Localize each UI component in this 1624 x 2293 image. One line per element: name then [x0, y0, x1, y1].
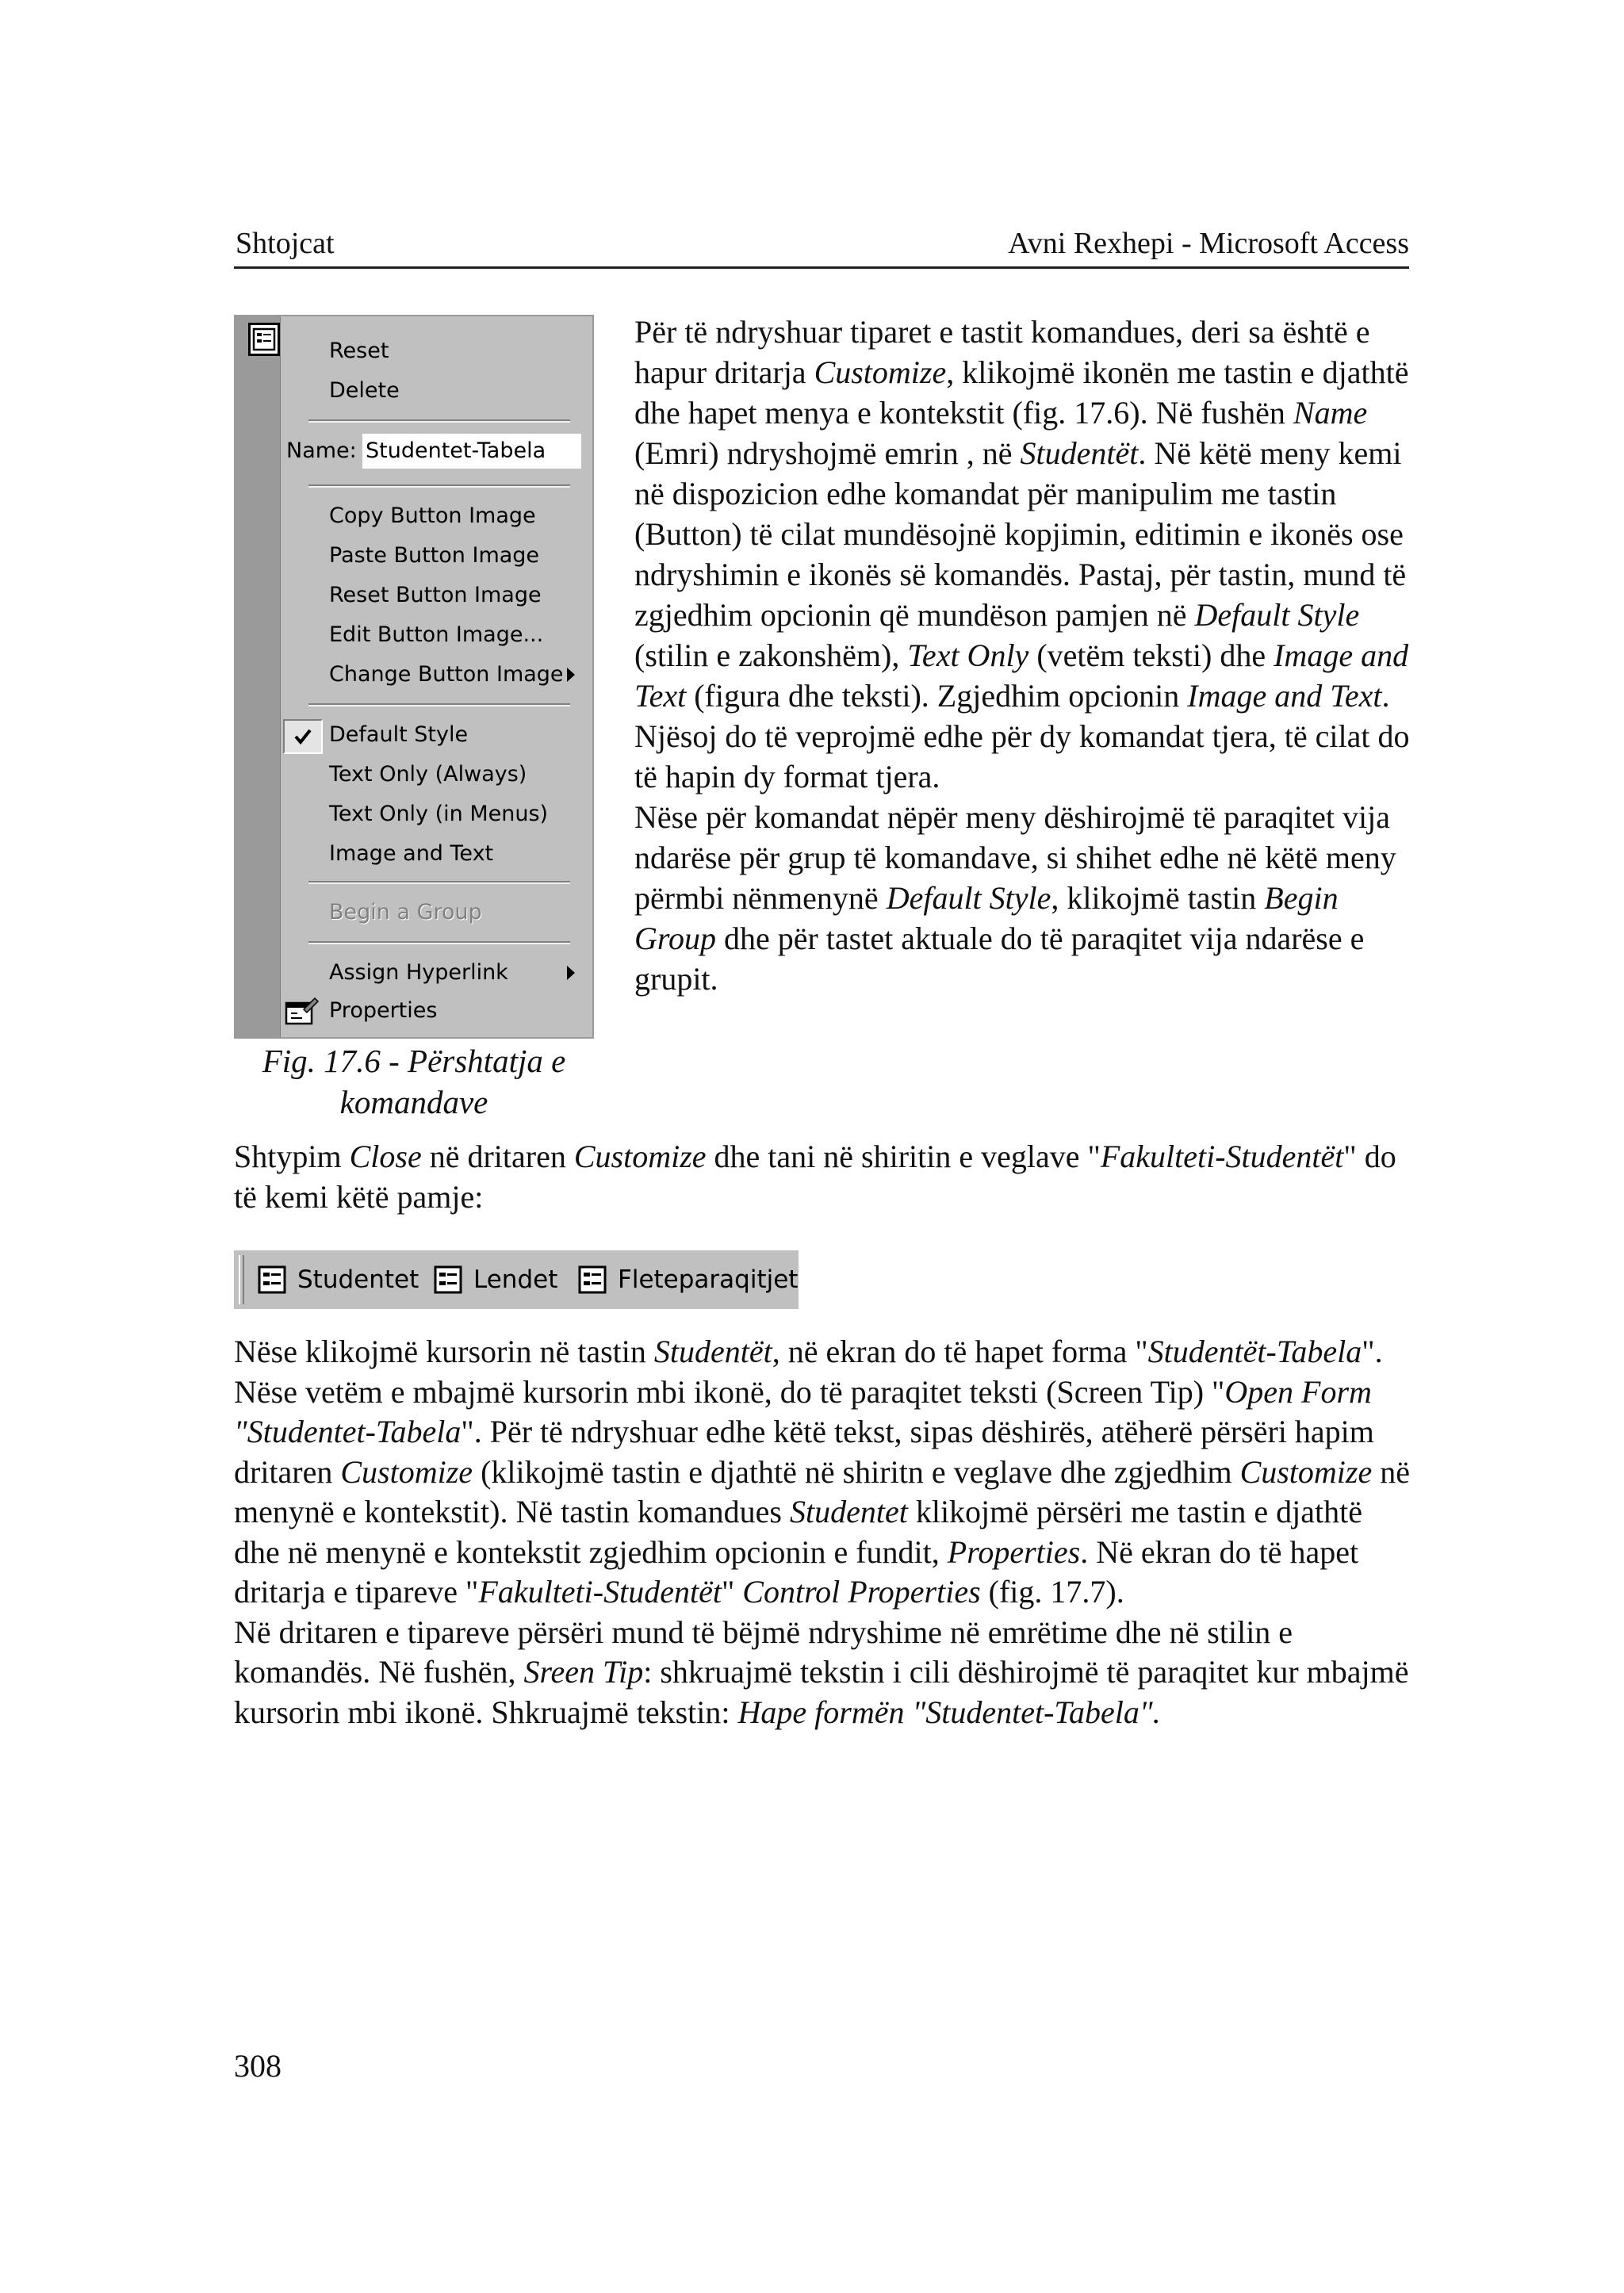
menu-item-edit-button-image[interactable]: Edit Button Image...	[329, 622, 544, 647]
name-label: Name:	[286, 438, 357, 463]
checkmark-box	[283, 719, 323, 754]
paragraph	[634, 312, 1419, 797]
paragraph	[234, 1332, 1415, 1613]
menu-item-properties[interactable]: Properties	[329, 998, 438, 1023]
text-run: : shkruajmë tekstin i cili dëshirojmë të paraqitet kur mbajmë kursorin mbi ikonë. Shkruajmë tekstin:	[234, 1654, 1409, 1730]
paragraph	[634, 797, 1419, 999]
menu-separator	[308, 419, 570, 423]
italic-run: Control Properties	[742, 1574, 981, 1610]
italic-run: Close	[349, 1139, 422, 1174]
italic-run: Default Style	[1194, 597, 1360, 633]
text-run: , klikojmë tastin	[1051, 880, 1265, 916]
italic-run: Properties	[947, 1533, 1081, 1570]
text-run: (figura dhe teksti). Zgjedhim opcionin	[686, 678, 1188, 714]
menu-separator	[308, 881, 570, 884]
menu-item-change-button-image[interactable]: Change Button Image	[329, 662, 564, 687]
column-text	[634, 312, 1419, 999]
text-run: dhe tani në shiritin e veglave "	[706, 1139, 1101, 1174]
italic-run: Studentët-Tabela	[1147, 1334, 1362, 1369]
text-run: Shtypim	[234, 1139, 350, 1174]
header-section-title: Shtojcat	[236, 227, 335, 260]
text-run: në menynë e kontekstit). Në tastin komandues	[234, 1453, 1411, 1529]
text-run: , klikojmë ikonën me tastin e djathtë dhe hapet menya e kontekstit (fig. 17.6). Në fushën	[634, 354, 1409, 431]
menu-left-strip	[236, 316, 281, 1037]
menu-separator	[308, 484, 570, 488]
italic-run: Sreen Tip	[523, 1654, 644, 1690]
text-run: Nëse klikojmë kursorin në tastin	[234, 1334, 654, 1369]
italic-run: Studentët	[653, 1334, 772, 1369]
italic-run: Customize	[1239, 1453, 1373, 1490]
italic-run: Customize	[814, 354, 947, 390]
toolbar-button-label: Fleteparaqitjet	[618, 1265, 799, 1294]
submenu-arrow-icon	[567, 668, 575, 682]
figure-caption	[234, 1040, 594, 1123]
text-run: (fig. 17.7).	[980, 1574, 1124, 1610]
text-run: (stilin e zakonshëm),	[634, 637, 908, 673]
form-icon	[576, 1264, 608, 1296]
text-run: Nëse për komandat nëpër meny dëshirojmë të paraqitet vija ndarëse për grup të komandave, si shihet edhe në këtë meny përmbi nënmenynë	[634, 799, 1396, 916]
toolbar-button-label: Lendet	[473, 1265, 558, 1294]
toolbar-button-lendet[interactable]	[432, 1258, 564, 1301]
italic-run: Studentët	[1020, 435, 1139, 471]
italic-run: Customize	[340, 1453, 473, 1490]
form-button-icon	[248, 323, 280, 356]
italic-run: Name	[1293, 395, 1368, 431]
text-run: Në dritaren e tipareve përsëri mund të bëjmë ndryshime në emrëtime dhe në stilin e komandës. Në fushën,	[234, 1614, 1293, 1690]
italic-run: Fakulteti-Studentët	[478, 1574, 722, 1610]
italic-run: Fakulteti-Studentët	[1100, 1139, 1344, 1174]
toolbar-grip[interactable]	[239, 1255, 244, 1304]
text-run: ". Nëse vetëm e mbajmë kursorin mbi ikonë, do të paraqitet teksti (Screen Tip) "	[234, 1334, 1383, 1410]
text-run: ". Për të ndryshuar edhe këtë tekst, sipas dëshirës, atëherë përsëri hapim dritaren	[234, 1414, 1374, 1490]
body-text-intro	[234, 1137, 1415, 1217]
menu-item-paste-button-image[interactable]: Paste Button Image	[329, 543, 540, 568]
italic-run: Image and Text	[1187, 678, 1382, 714]
menu-item-text-only-always[interactable]: Text Only (Always)	[329, 762, 527, 787]
menu-item-reset[interactable]: Reset	[329, 339, 389, 363]
menu-item-image-and-text[interactable]: Image and Text	[329, 841, 494, 866]
toolbar-button-fleteparaqitjet[interactable]	[576, 1258, 799, 1301]
header-book-title: Avni Rexhepi - Microsoft Access	[1008, 227, 1409, 260]
body-text-main	[234, 1332, 1415, 1732]
text-run: "	[721, 1574, 743, 1610]
italic-run: Begin Group	[634, 880, 1339, 956]
submenu-arrow-icon	[567, 966, 575, 980]
menu-item-delete[interactable]: Delete	[329, 378, 400, 403]
italic-run: Image and Text	[634, 637, 1409, 714]
menu-separator	[308, 941, 570, 944]
menu-item-assign-hyperlink[interactable]: Assign Hyperlink	[329, 960, 508, 985]
menu-item-reset-button-image[interactable]: Reset Button Image	[329, 583, 542, 607]
text-run: . Në ekran do të hapet dritarja e tipareve "	[234, 1533, 1359, 1610]
text-run: . Njësoj do të veprojmë edhe për dy komandat tjera, të cilat do të hapin dy format tjera.	[634, 678, 1410, 794]
properties-icon	[283, 995, 320, 1027]
name-input[interactable]: Studentet-Tabela	[362, 434, 581, 469]
menu-item-begin-group: Begin a Group	[329, 900, 482, 924]
text-run: , në ekran do të hapet forma "	[772, 1334, 1148, 1369]
italic-run: Text Only	[907, 637, 1029, 673]
italic-run: Default Style	[886, 880, 1051, 916]
toolbar-button-label: Studentet	[297, 1265, 419, 1294]
toolbar-fakulteti-studentet	[234, 1250, 799, 1309]
toolbar-button-studentet[interactable]	[256, 1258, 419, 1301]
italic-run: Customize	[573, 1139, 707, 1174]
form-icon	[256, 1264, 288, 1296]
italic-run: Hape formën "Studentet-Tabela".	[737, 1694, 1161, 1730]
italic-run: Studentet	[789, 1494, 908, 1529]
text-run: " do të kemi këtë pamje:	[234, 1139, 1396, 1215]
page-number: 308	[234, 2048, 282, 2084]
paragraph	[234, 1613, 1415, 1733]
text-run: në dritaren	[421, 1139, 574, 1174]
running-header	[234, 220, 1409, 269]
context-menu-figure	[234, 315, 594, 1039]
menu-item-copy-button-image[interactable]: Copy Button Image	[329, 503, 536, 528]
text-run: (vetëm teksti) dhe	[1028, 637, 1274, 673]
text-run: dhe për tastet aktuale do të paraqitet vija ndarëse e grupit.	[634, 921, 1365, 997]
menu-item-default-style[interactable]: Default Style	[329, 722, 469, 747]
caption-line-1: Fig. 17.6 - Përshtatja e	[262, 1043, 566, 1079]
text-run: klikojmë përsëri me tastin e djathtë dhe në menynë e kontekstit zgjedhim opcionin e fundit,	[234, 1494, 1362, 1570]
text-run: . Në këtë meny kemi në dispozicion edhe komandat për manipulim me tastin (Button) të cilat mundësojnë kopjimin, editimin e ikonës ose ndryshimin e ikonës së komandës. Pastaj, për tastin, mund të zgjedhim opcionin që mundëson pamjen në	[634, 435, 1407, 633]
form-icon	[432, 1264, 464, 1296]
text-run: (klikojmë tastin e djathtë në shiritn e veglave dhe zgjedhim	[473, 1453, 1240, 1490]
text-run: Për të ndryshuar tiparet e tastit komandues, deri sa është e hapur dritarja	[634, 314, 1370, 390]
checkmark-icon	[285, 721, 321, 752]
menu-item-text-only-menus[interactable]: Text Only (in Menus)	[329, 802, 549, 826]
menu-separator	[308, 703, 570, 706]
caption-line-2: komandave	[339, 1084, 488, 1120]
paragraph	[234, 1137, 1415, 1217]
text-run: (Emri) ndryshojmë emrin , në	[634, 435, 1021, 471]
italic-run: Open Form "Studentet-Tabela	[234, 1373, 1372, 1449]
